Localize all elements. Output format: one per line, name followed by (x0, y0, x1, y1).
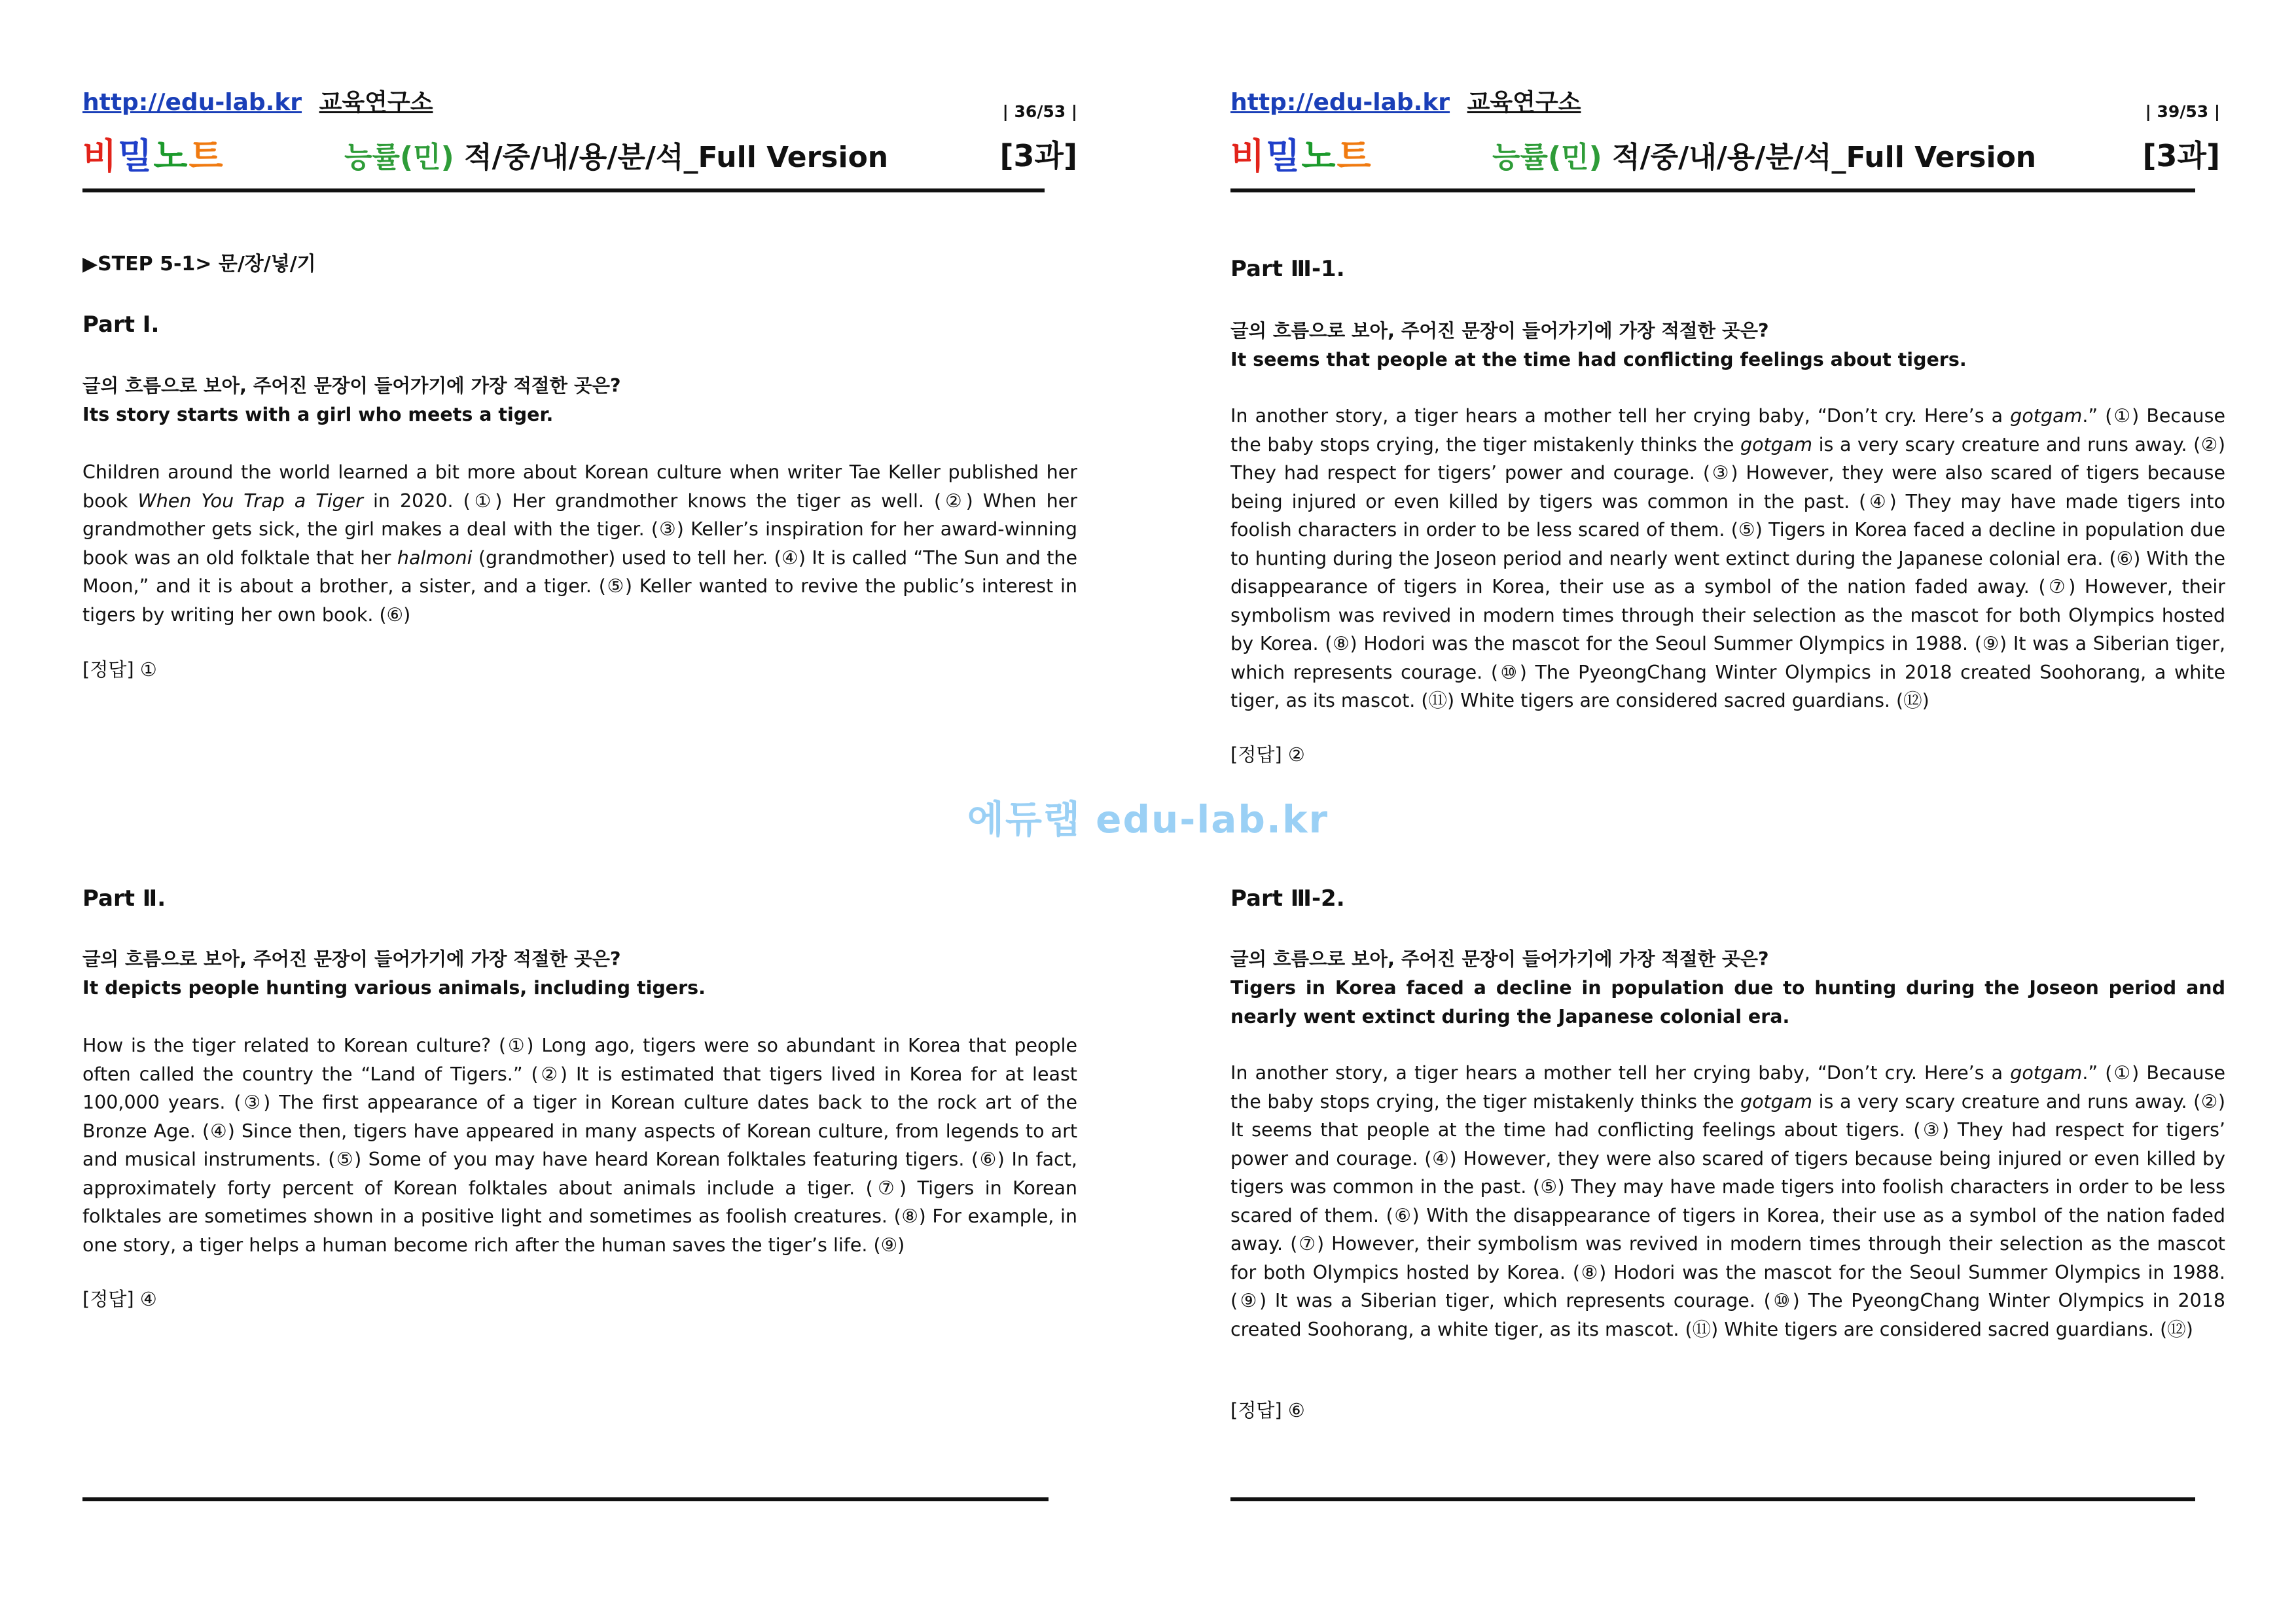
brand-logo: 비밀노트 (82, 135, 224, 177)
given-sentence: Tigers in Korea faced a decline in population due to hunting during the Joseon period and nearly went extinct during the Japanese colonial era. (1230, 977, 2225, 1027)
answer: [정답] ④ (82, 1288, 157, 1310)
title-row (82, 128, 1077, 177)
question-block (82, 945, 1077, 1003)
answer: [정답] ② (1230, 743, 1305, 766)
instruction: 글의 흐름으로 보아, 주어진 문장이 들어가기에 가장 적절한 곳은? (82, 948, 621, 970)
question-block (1230, 317, 2225, 374)
page-number: | 36/53 | (1002, 102, 1077, 121)
site-org-name: 교육연구소 (1467, 89, 1581, 116)
header-rule (1230, 188, 2195, 192)
lesson-label: [3과] (2142, 138, 2220, 173)
given-sentence: Its story starts with a girl who meets a tiger. (82, 404, 554, 425)
given-sentence: It depicts people hunting various animals, including tigers. (82, 977, 706, 999)
footer-rule (82, 1497, 1049, 1501)
page-number: | 39/53 | (2145, 102, 2220, 121)
site-org-name: 교육연구소 (319, 89, 433, 116)
part-title: Part Ⅲ-1. (1230, 256, 1345, 282)
brand-logo: 비밀노트 (1230, 135, 1372, 177)
given-sentence: It seems that people at the time had conflicting feelings about tigers. (1230, 349, 1967, 370)
site-header (1230, 84, 1581, 117)
header-rule (82, 188, 1045, 192)
answer: [정답] ⑥ (1230, 1399, 1305, 1421)
site-link[interactable]: http://edu-lab.kr (1230, 89, 1450, 116)
doc-subtitle: 능률(민) 적/중/내/용/분/석_Full Version (344, 141, 889, 174)
title-row (1230, 128, 2220, 177)
passage: How is the tiger related to Korean culture? (①) Long ago, tigers were so abundant in Korea that people often called the country the “Land of Tigers.” (②) It is estimated that tigers lived in Korea for at least 100,000 years. (③) The first appearance of a tiger in Korean culture dates back to the rock art of the Bronze Age. (④) Since then, tigers have appeared in many aspects of Korean culture, from legends to art and musical instruments. (⑤) Some of you may have heard Korean folktales featuring tigers. (⑥) In fact, approximately forty percent of Korean folktales about animals include a tiger. (⑦) Tigers in Korean folktales are sometimes shown in a positive light and sometimes as foolish creatures. (⑧) For example, in one story, a tiger helps a human become rich after the human saves the tiger’s life. (⑨) (82, 1035, 1077, 1256)
part-title: Part Ⅲ-2. (1230, 885, 1345, 912)
passage: Children around the world learned a bit more about Korean culture when writer Tae Keller published her book When You Trap a Tiger in 2020. (①) Her grandmother knows the tiger as well. (②) When her grandmother gets sick, the girl makes a deal with the tiger. (③) Keller’s inspiration for her award-winning book was an old folktale that her halmoni (grandmother) used to tell her. (④) It is called “The Sun and the Moon,” and it is about a brother, a sister, and a tiger. (⑤) Keller wanted to revive the public’s interest in tigers by writing her own book. (⑥) (82, 461, 1077, 626)
site-header (82, 84, 433, 117)
question-block (82, 372, 1077, 429)
passage: In another story, a tiger hears a mother tell her crying baby, “Don’t cry. Here’s a gotgam.” (①) Because the baby stops crying, the tiger mistakenly thinks the gotgam is a very scary creature and runs away. (②) It seems that people at the time had conflicting feelings about tigers. (③) They had respect for tigers’ power and courage. (④) However, they were also scared of tigers because being injured or even killed by tigers was common in the past. (⑤) They may have made tigers into foolish characters in order to be less scared of them. (⑥) With the disappearance of tigers in Korea, their use as a symbol of the nation faded away. (⑦) However, their symbolism was revived in modern times through their selection as the mascot for both Olympics hosted by Korea. (⑧) Hodori was the mascot for the Seoul Summer Olympics in 1988. (⑨) It was a Siberian tiger, which represents courage. (⑩) The PyeongChang Winter Olympics in 2018 created Soohorang, a white tiger, as its mascot. (⑪) White tigers are considered sacred guardians. (⑫) (1230, 1062, 2225, 1340)
instruction: 글의 흐름으로 보아, 주어진 문장이 들어가기에 가장 적절한 곳은? (1230, 948, 1769, 970)
footer-rule (1230, 1497, 2195, 1501)
instruction: 글의 흐름으로 보아, 주어진 문장이 들어가기에 가장 적절한 곳은? (82, 375, 621, 397)
answer: [정답] ① (82, 658, 157, 681)
passage: In another story, a tiger hears a mother tell her crying baby, “Don’t cry. Here’s a gotgam.” (①) Because the baby stops crying, the tiger mistakenly thinks the gotgam is a very scary creature and runs away. (②) They had respect for tigers’ power and courage. (③) However, they were also scared of tigers because being injured or even killed by tigers was common in the past. (④) They may have made tigers into foolish characters in order to be less scared of them. (⑤) Tigers in Korea faced a decline in population due to hunting during the Joseon period and nearly went extinct during the Japanese colonial era. (⑥) With the disappearance of tigers in Korea, their use as a symbol of the nation faded away. (⑦) However, their symbolism was revived in modern times through their selection as the mascot for both Olympics hosted by Korea. (⑧) Hodori was the mascot for the Seoul Summer Olympics in 1988. (⑨) It was a Siberian tiger, which represents courage. (⑩) The PyeongChang Winter Olympics in 2018 created Soohorang, a white tiger, as its mascot. (⑪) White tigers are considered sacred guardians. (⑫) (1230, 405, 2225, 711)
part-title: Part Ⅱ. (82, 885, 166, 912)
site-link[interactable]: http://edu-lab.kr (82, 89, 302, 116)
doc-subtitle: 능률(민) 적/중/내/용/분/석_Full Version (1492, 141, 2037, 174)
part-title: Part Ⅰ. (82, 312, 160, 338)
step-title: ▶STEP 5-1> 문/장/넣/기 (82, 253, 316, 276)
instruction: 글의 흐름으로 보아, 주어진 문장이 들어가기에 가장 적절한 곳은? (1230, 320, 1769, 342)
question-block (1230, 945, 2225, 1031)
lesson-label: [3과] (999, 138, 1077, 173)
watermark: 에듀랩 edu-lab.kr (967, 797, 1329, 842)
